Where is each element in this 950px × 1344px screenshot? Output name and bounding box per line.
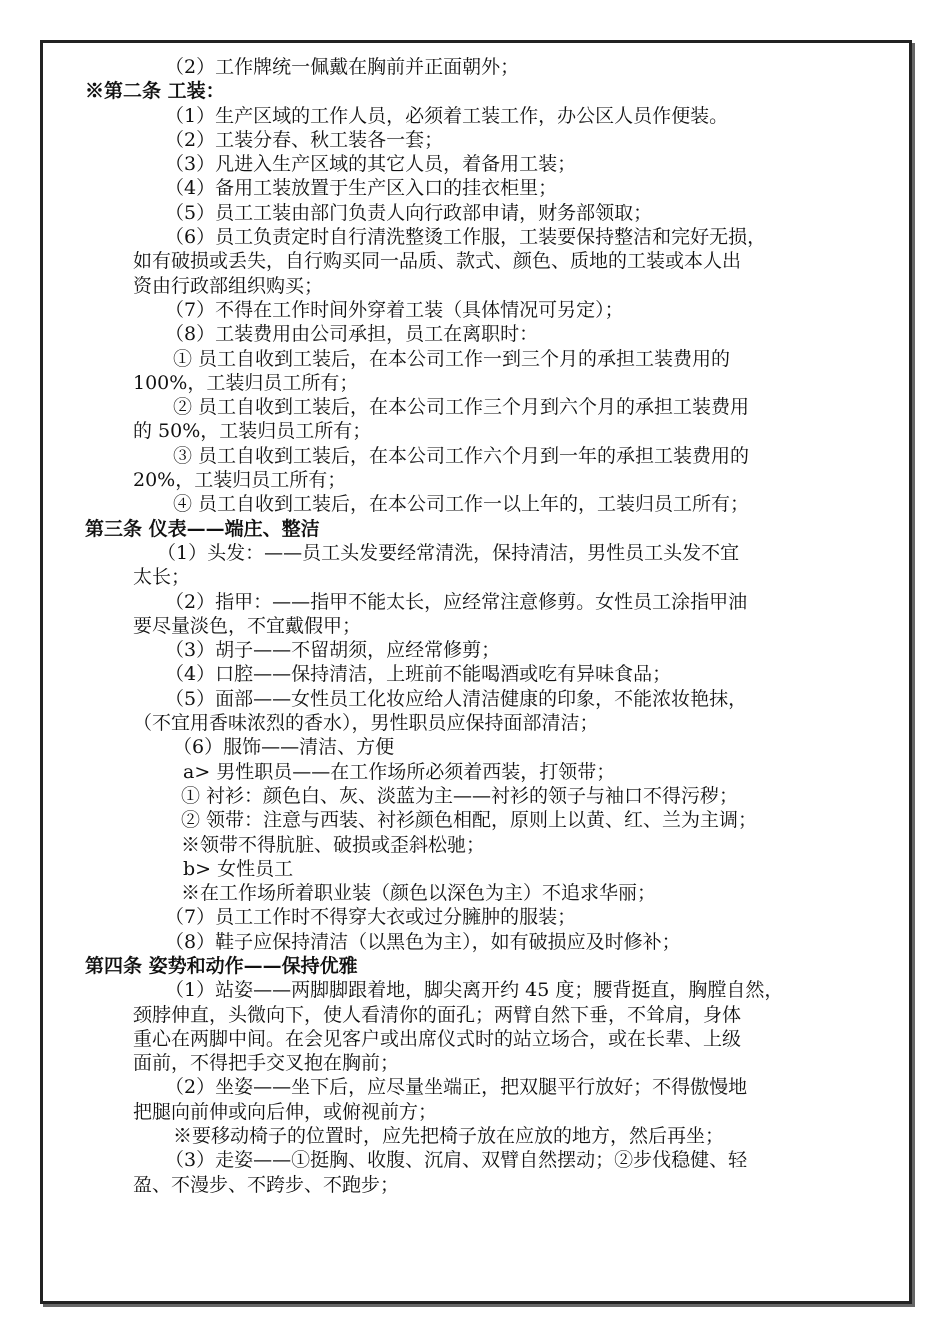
document-line: （2）工作牌统一佩戴在胸前并正面朝外； (165, 56, 520, 78)
document-line: （2）指甲：——指甲不能太长，应经常注意修剪。女性员工涂指甲油 (165, 590, 748, 613)
document-line: （4）备用工装放置于生产区入口的挂衣柜里； (165, 177, 558, 200)
document-line: （5）员工工装由部门负责人向行政部申请，财务部领取； (165, 201, 653, 224)
document-line: 100%，工装归员工所有； (133, 371, 359, 394)
document-line: ① 衬衫：颜色白、灰、淡蓝为主——衬衫的领子与袖口不得污秽； (181, 784, 739, 807)
document-line: b> 女性员工 (183, 857, 294, 880)
document-line: ③ 员工自收到工装后，在本公司工作六个月到一年的承担工装费用的 (173, 444, 750, 467)
document-line: （3）胡子——不留胡须，应经常修剪； (165, 639, 501, 662)
document-line: （不宜用香味浓烈的香水），男性职员应保持面部清洁； (133, 712, 599, 735)
document-line: ② 员工自收到工装后，在本公司工作三个月到六个月的承担工装费用 (173, 396, 750, 419)
document-line: ※在工作场所着职业装（颜色以深色为主）不追求华丽； (181, 882, 657, 905)
document-line: （7）员工工作时不得穿大衣或过分臃肿的服装； (165, 906, 577, 929)
document-line: ※要移动椅子的位置时，应先把椅子放在应放的地方，然后再坐； (173, 1125, 725, 1148)
document-line: （2）坐姿——坐下后，应尽量坐端正，把双腿平行放好；不得傲慢地 (165, 1076, 748, 1099)
document-line: a> 男性职员——在工作场所必须着西装，打领带； (183, 760, 616, 783)
document-line: （1）站姿——两脚脚跟着地，脚尖离开约 45 度；腰背挺直，胸膛自然， (165, 979, 784, 1002)
document-line: （8）鞋子应保持清洁（以黑色为主），如有破损应及时修补； (165, 930, 681, 953)
section-heading: 第四条 姿势和动作——保持优雅 (85, 954, 358, 977)
document-line: （7）不得在工作时间外穿着工装（具体情况可另定）； (165, 298, 624, 321)
document-line: （6）服饰——清洁、方便 (173, 736, 395, 759)
document-line: 重心在两脚中间。在会见客户或出席仪式时的站立场合，或在长辈、上级 (133, 1027, 742, 1050)
document-line: （4）口腔——保持清洁，上班前不能喝酒或吃有异味食品； (165, 663, 672, 686)
document-line: 面前，不得把手交叉抱在胸前； (133, 1052, 400, 1075)
document-line: （5）面部——女性员工化妆应给人清洁健康的印象，不能浓妆艳抹， (165, 687, 748, 710)
document-line: 颈脖伸直，头微向下，使人看清你的面孔；两臂自然下垂，不耸肩，身体 (133, 1003, 742, 1026)
document-line: （1）生产区域的工作人员，必须着工装工作，办公区人员作便装。 (165, 104, 729, 127)
document-line: ※领带不得肮脏、破损或歪斜松驰； (181, 833, 486, 856)
section-heading: ※第二条 工装： (85, 80, 225, 103)
document-line: ② 领带：注意与西装、衬衫颜色相配，原则上以黄、红、兰为主调； (181, 809, 758, 832)
document-body (85, 55, 885, 1197)
document-line: 把腿向前伸或向后伸，或俯视前方； (133, 1100, 438, 1123)
document-line: （6）员工负责定时自行清洗整烫工作服，工装要保持整洁和完好无损， (165, 226, 767, 249)
document-line: 20%，工装归员工所有； (133, 469, 347, 492)
document-line: （3）走姿——①挺胸、收腹、沉肩、双臂自然摆动；②步伐稳健、轻 (165, 1149, 748, 1172)
document-line: 如有破损或丢失，自行购买同一品质、款式、颜色、质地的工装或本人出 (133, 250, 742, 273)
document-line: 资由行政部组织购买； (133, 274, 324, 297)
document-line: （1）头发：——员工头发要经常清洗，保持清洁，男性员工头发不宜 (157, 541, 740, 564)
section-heading: 第三条 仪表——端庄、整洁 (85, 517, 320, 540)
document-line: 太长； (133, 566, 191, 589)
document-line: （2）工装分春、秋工装各一套； (165, 128, 444, 151)
document-line: 要尽量淡色，不宜戴假甲； (133, 614, 362, 637)
document-line: ④ 员工自收到工装后，在本公司工作一以上年的，工装归员工所有； (173, 493, 750, 516)
document-line: 的 50%，工装归员工所有； (133, 420, 372, 443)
document-line: （8）工装费用由公司承担，员工在离职时： (165, 323, 539, 346)
page-frame (40, 40, 912, 1304)
document-line: ① 员工自收到工装后，在本公司工作一到三个月的承担工装费用的 (173, 347, 731, 370)
document-line: 盈、不漫步、不跨步、不跑步； (133, 1173, 400, 1196)
document-line: （3）凡进入生产区域的其它人员，着备用工装； (165, 153, 577, 176)
